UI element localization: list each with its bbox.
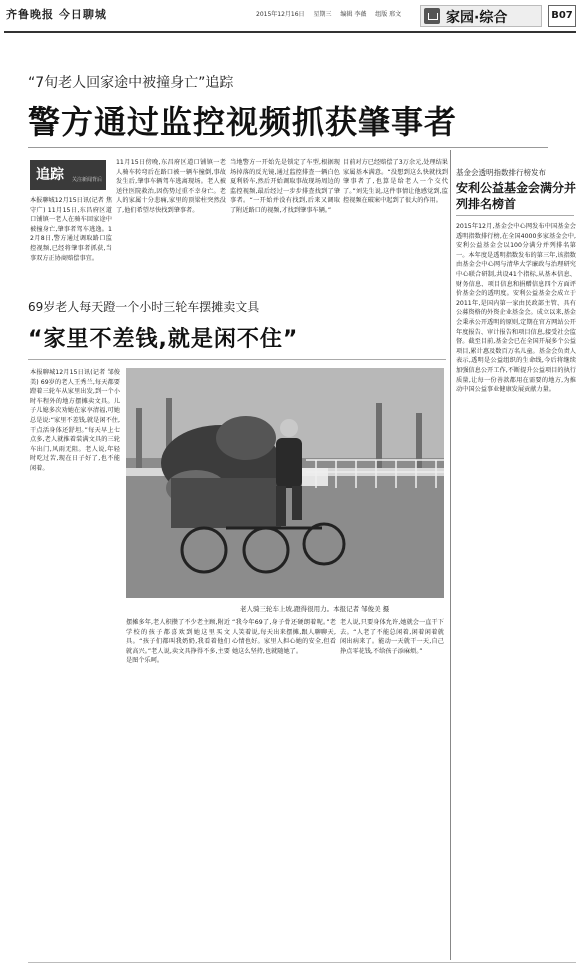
sidebar-kicker: 基金会透明指数排行榜发布 [456,168,546,177]
column-logo [30,160,106,190]
issue-weekday: 星期三 [313,11,332,18]
lead-column-3: 当地警方一开始先是锁定了车型,根据现场掉落的反光镜,通过监控排查一辆白色夏利轿车,然后开始调取事故现场周边的监控视频,最后经过一步步排查找到了肇事者。“一开始并没有找到,后来又调取了附近路口的视频,才找到肇事车辆。” [230,159,340,214]
column-logo-subtitle: 关注新闻背后 [72,177,103,183]
second-rule [28,359,446,360]
header-rule [4,31,576,33]
page-header [0,0,580,30]
second-column-2: 摆摊多年,老人积攒了不少老主顾,附近学校的孩子都喜欢到她这里买文具。“孩子们都叫我奶奶,我看着他们就高兴。”老人说,卖文具挣得不多,主要是图个乐呵。 [126,619,230,665]
second-headline: “家里不差钱,就是闲不住” [28,327,299,352]
footer-rule [28,962,576,963]
second-column-1: 本报聊城12月15日讯(记者 邹俊美) 69岁的老人王秀兰,每天都要蹬着三轮车从家里出发,到一个小时车程外的地方摆摊卖文具。儿子儿媳多次劝她在家享清福,可她总是说:“家里不差钱,就是闲不住,干点活身体还舒坦。”每天早上七点多,老人就推着装满文具的三轮车出门,风雨无阻。老人说,年轻时吃过苦,现在日子好了,也不能闲着。 [30,369,120,472]
lead-column-4: 目前对方已经赔偿了3万余元,处理结果家属基本满意。“没想到这么快就找到肇事者了,也算是给老人一个交代了。”刘先生说,这件事情让他感觉到,监控视频在破案中起到了很大的作用。 [343,159,448,205]
column-separator [450,150,451,960]
second-column-4: 老人说,只要身体允许,她就会一直干下去。“人老了不能总闲着,闲着闲着就闲出病来了。能动一天就干一天,自己挣点零花钱,不给孩子添麻烦。” [340,619,444,655]
column-logo-title: 追踪 [36,167,64,183]
sidebar-body: 2015年12月,基金会中心网发布中国基金会透明指数排行榜,在全国4000多家基金会中,安利公益基金会以100分满分并列排名第一。本年度是透明指数发布的第三年,该指数由基金会中心网与清华大学廉政与治理研究中心联合研制,共设41个指标,从基本信息、财务信息、项目信息和捐赠信息四个方面评价基金会的透明度。安利公益基金会成立于2011年,是国内第一家由民政部主管、具有公募资格的外资企业基金会。成立以来,基金会秉承公开透明的原则,定期在官方网站公开年度报告、审计报告和项目信息,接受社会监督。截至目前,基金会已在全国开展多个公益项目,累计惠及数百万名儿童。基金会负责人表示,透明是公益组织的生命线,今后将继续加强信息公开工作,不断提升公益项目的执行质量,让每一份善款都用在需要的地方,为推动中国公益事业健康发展贡献力量。 [456,223,576,394]
lead-column-2: 11月15日傍晚,东昌府区道口铺镇一老人骑车转弯后在路口被一辆车撞倒,事故发生后,肇事车辆驾车逃离现场。老人被送往医院救治,因伤势过重不幸身亡。老人的家属十分悲痛,家里的顶梁柱突然没了,他们希望尽快找到肇事者。 [116,159,226,214]
lead-column-1: 本报聊城12月15日讯(记者 焦守广) 11月15日,东昌府区道口铺镇一老人在骑车回家途中被撞身亡,肇事者驾车逃逸。12月8日,警方通过调取路口监控视频,已经将肇事者抓获,当事双方正协商赔偿事宜。 [30,197,113,262]
tricycle-photo-illustration [126,368,444,598]
editor-credit: 编辑 李薇 [340,11,367,18]
issue-date: 2015年12月16日 [256,11,305,18]
home-icon [424,8,440,24]
section-name: 家园·综合 [446,10,508,26]
second-kicker: 69岁老人每天蹬一个小时三轮车摆摊卖文具 [28,300,260,314]
lead-kicker: “7旬老人回家途中被撞身亡”追踪 [28,75,234,91]
header-meta [256,9,408,18]
second-column-3: “我今年69了,身子骨还硬朗着呢。”老人笑着说,每天出来摆摊,跟人聊聊天,心情也好。家里人担心她的安全,但看她这么坚持,也就随她了。 [232,619,336,655]
news-photo [126,368,444,598]
page-number: B07 [548,5,576,27]
sidebar-rule [456,215,574,216]
lead-headline: 警方通过监控视频抓获肇事者 [28,103,458,141]
masthead: 齐鲁晚报 今日聊城 [6,8,107,21]
designer-credit: 组版 邢文 [375,11,402,18]
lead-rule [28,147,548,148]
photo-caption: 老人骑三轮车上坡,蹬得很用力。本报记者 邹俊美 摄 [240,605,390,613]
sidebar-headline: 安利公益基金会满分并列排名榜首 [456,181,577,211]
